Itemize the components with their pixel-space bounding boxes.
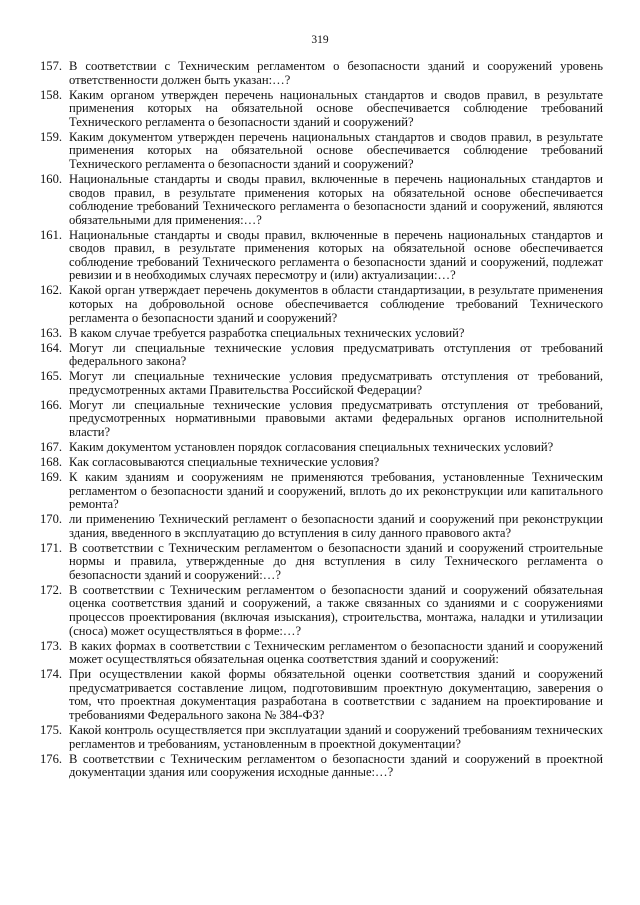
question-number: 162.	[40, 283, 63, 298]
question-number: 166.	[40, 397, 63, 412]
question-item	[40, 471, 603, 512]
question-number: 163.	[40, 325, 63, 340]
question-text: В соответствии с Техническим регламентом о безопасности зданий и сооружений в проектной документации здания или сооружения исходные данные:…?	[69, 751, 603, 780]
question-number: 165.	[40, 369, 63, 384]
question-text: В соответствии с Техническим регламентом о безопасности зданий и сооружений уровень ответственности должен быть указан:…?	[69, 59, 603, 87]
page-number: 319	[311, 34, 329, 46]
question-text: Национальные стандарты и своды правил, включенные в перечень национальных стандартов и сводов правил, в результате применения которых на обязательной основе обеспечивается соблюдение требований Технического регламента о безопасности зданий и сооружений, подлежат ревизии и в необходимых случаях пересмотру и (или) актуализации:…?	[69, 227, 603, 283]
question-text: Каким документом утвержден перечень национальных стандартов и сводов правил, в результате применения которых на обязательной основе обеспечивается соблюдение требований Технического регламента о безопасности зданий и сооружений?	[69, 129, 603, 171]
question-item	[40, 89, 603, 130]
question-number: 176.	[40, 751, 63, 766]
question-item	[40, 584, 603, 638]
question-text: Могут ли специальные технические условия предусматривать отступления от требований, предусмотренных нормативными правовыми актами федеральных органов исполнительной власти?	[69, 397, 603, 439]
question-text: В соответствии с Техническим регламентом о безопасности зданий и сооружений строительные нормы и правила, утвержденные до дня вступления в силу Технического регламента о безопасности зданий и сооружений:…?	[69, 540, 603, 582]
question-number: 157.	[40, 59, 63, 73]
question-number: 158.	[40, 87, 63, 102]
question-number: 173.	[40, 638, 63, 653]
question-text: В соответствии с Техническим регламентом о безопасности зданий и сооружений обязательная оценка соответствия зданий и сооружений, а также связанных со зданиями и с сооружениями процессов проектирования (включая изыскания), строительства, монтажа, наладки и утилизации (сноса) может осуществляться в форме:…?	[69, 582, 603, 638]
question-text: Каким документом установлен порядок согласования специальных технических условий?	[69, 439, 554, 454]
question-item	[40, 284, 603, 325]
question-item	[40, 456, 603, 470]
question-text: Какой орган утверждает перечень документов в области стандартизации, в результате применения которых на добровольной основе обеспечивается соблюдение требований Технического регламента о безопасности зданий и сооружений?	[69, 283, 603, 325]
question-item	[40, 370, 603, 397]
question-text: При осуществлении какой формы обязательной оценки соответствия зданий и сооружений предусматривается составление лицом, подготовившим проектную документацию, заверения о том, что проектная документация разработана в соответствии с заданием на проектирование и требованиями Федерального закона № 384-ФЗ?	[69, 667, 603, 722]
question-number: 160.	[40, 171, 63, 186]
question-number: 167.	[40, 439, 63, 454]
question-number: 159.	[40, 129, 63, 144]
question-text: Какой контроль осуществляется при эксплуатации зданий и сооружений требованиям технических регламентов и требованиям, установленным в проектной документации?	[69, 722, 603, 751]
question-item	[40, 640, 603, 667]
question-item	[40, 60, 603, 87]
question-number: 168.	[40, 454, 63, 469]
question-number: 169.	[40, 469, 63, 484]
question-item	[40, 753, 603, 780]
question-item	[40, 229, 603, 283]
question-text: ли применению Технический регламент о безопасности зданий и сооружений при реконструкции здания, введенного в эксплуатацию до вступления в силу данного правового акта?	[69, 512, 603, 540]
question-number: 172.	[40, 582, 63, 597]
question-number: 170.	[40, 512, 63, 527]
question-number: 161.	[40, 227, 63, 242]
question-item	[40, 441, 603, 455]
question-number: 175.	[40, 722, 63, 737]
question-item	[40, 668, 603, 722]
question-number: 174.	[40, 667, 63, 682]
question-text: Могут ли специальные технические условия предусматривать отступления от требований федерального закона?	[69, 340, 603, 369]
question-text: К каким зданиям и сооружениям не применяются требования, установленные Техническим регламентом о безопасности зданий и сооружений, вплоть до их реконструкции или капитального ремонта?	[69, 469, 603, 512]
question-text: В каких формах в соответствии с Техническим регламентом о безопасности зданий и сооружений может осуществляться обязательная оценка соответствия зданий и сооружений:	[69, 638, 603, 667]
question-text: Каким органом утвержден перечень национальных стандартов и сводов правил, в результате применения которых на обязательной основе обеспечивается соблюдение требований Технического регламента о безопасности зданий и сооружений?	[69, 87, 603, 129]
question-text: Как согласовываются специальные технические условия?	[69, 454, 380, 469]
question-item	[40, 724, 603, 751]
question-text: В каком случае требуется разработка специальных технических условий?	[69, 325, 465, 340]
question-number: 171.	[40, 540, 63, 555]
question-item	[40, 131, 603, 172]
question-text: Национальные стандарты и своды правил, включенные в перечень национальных стандартов и сводов правил, в результате применения которых на обязательной основе обеспечивается соблюдение требований Технического регламента о безопасности зданий и сооружений, являются обязательными для применения:…?	[69, 171, 603, 227]
question-item	[40, 399, 603, 440]
question-text: Могут ли специальные технические условия предусматривать отступления от требований, предусмотренных актами Правительства Российской Федерации?	[69, 369, 603, 397]
question-item	[40, 542, 603, 583]
question-item	[40, 173, 603, 227]
question-item	[40, 342, 603, 369]
question-number: 164.	[40, 340, 63, 355]
question-list	[40, 60, 603, 781]
question-item	[40, 513, 603, 540]
question-item	[40, 327, 603, 341]
